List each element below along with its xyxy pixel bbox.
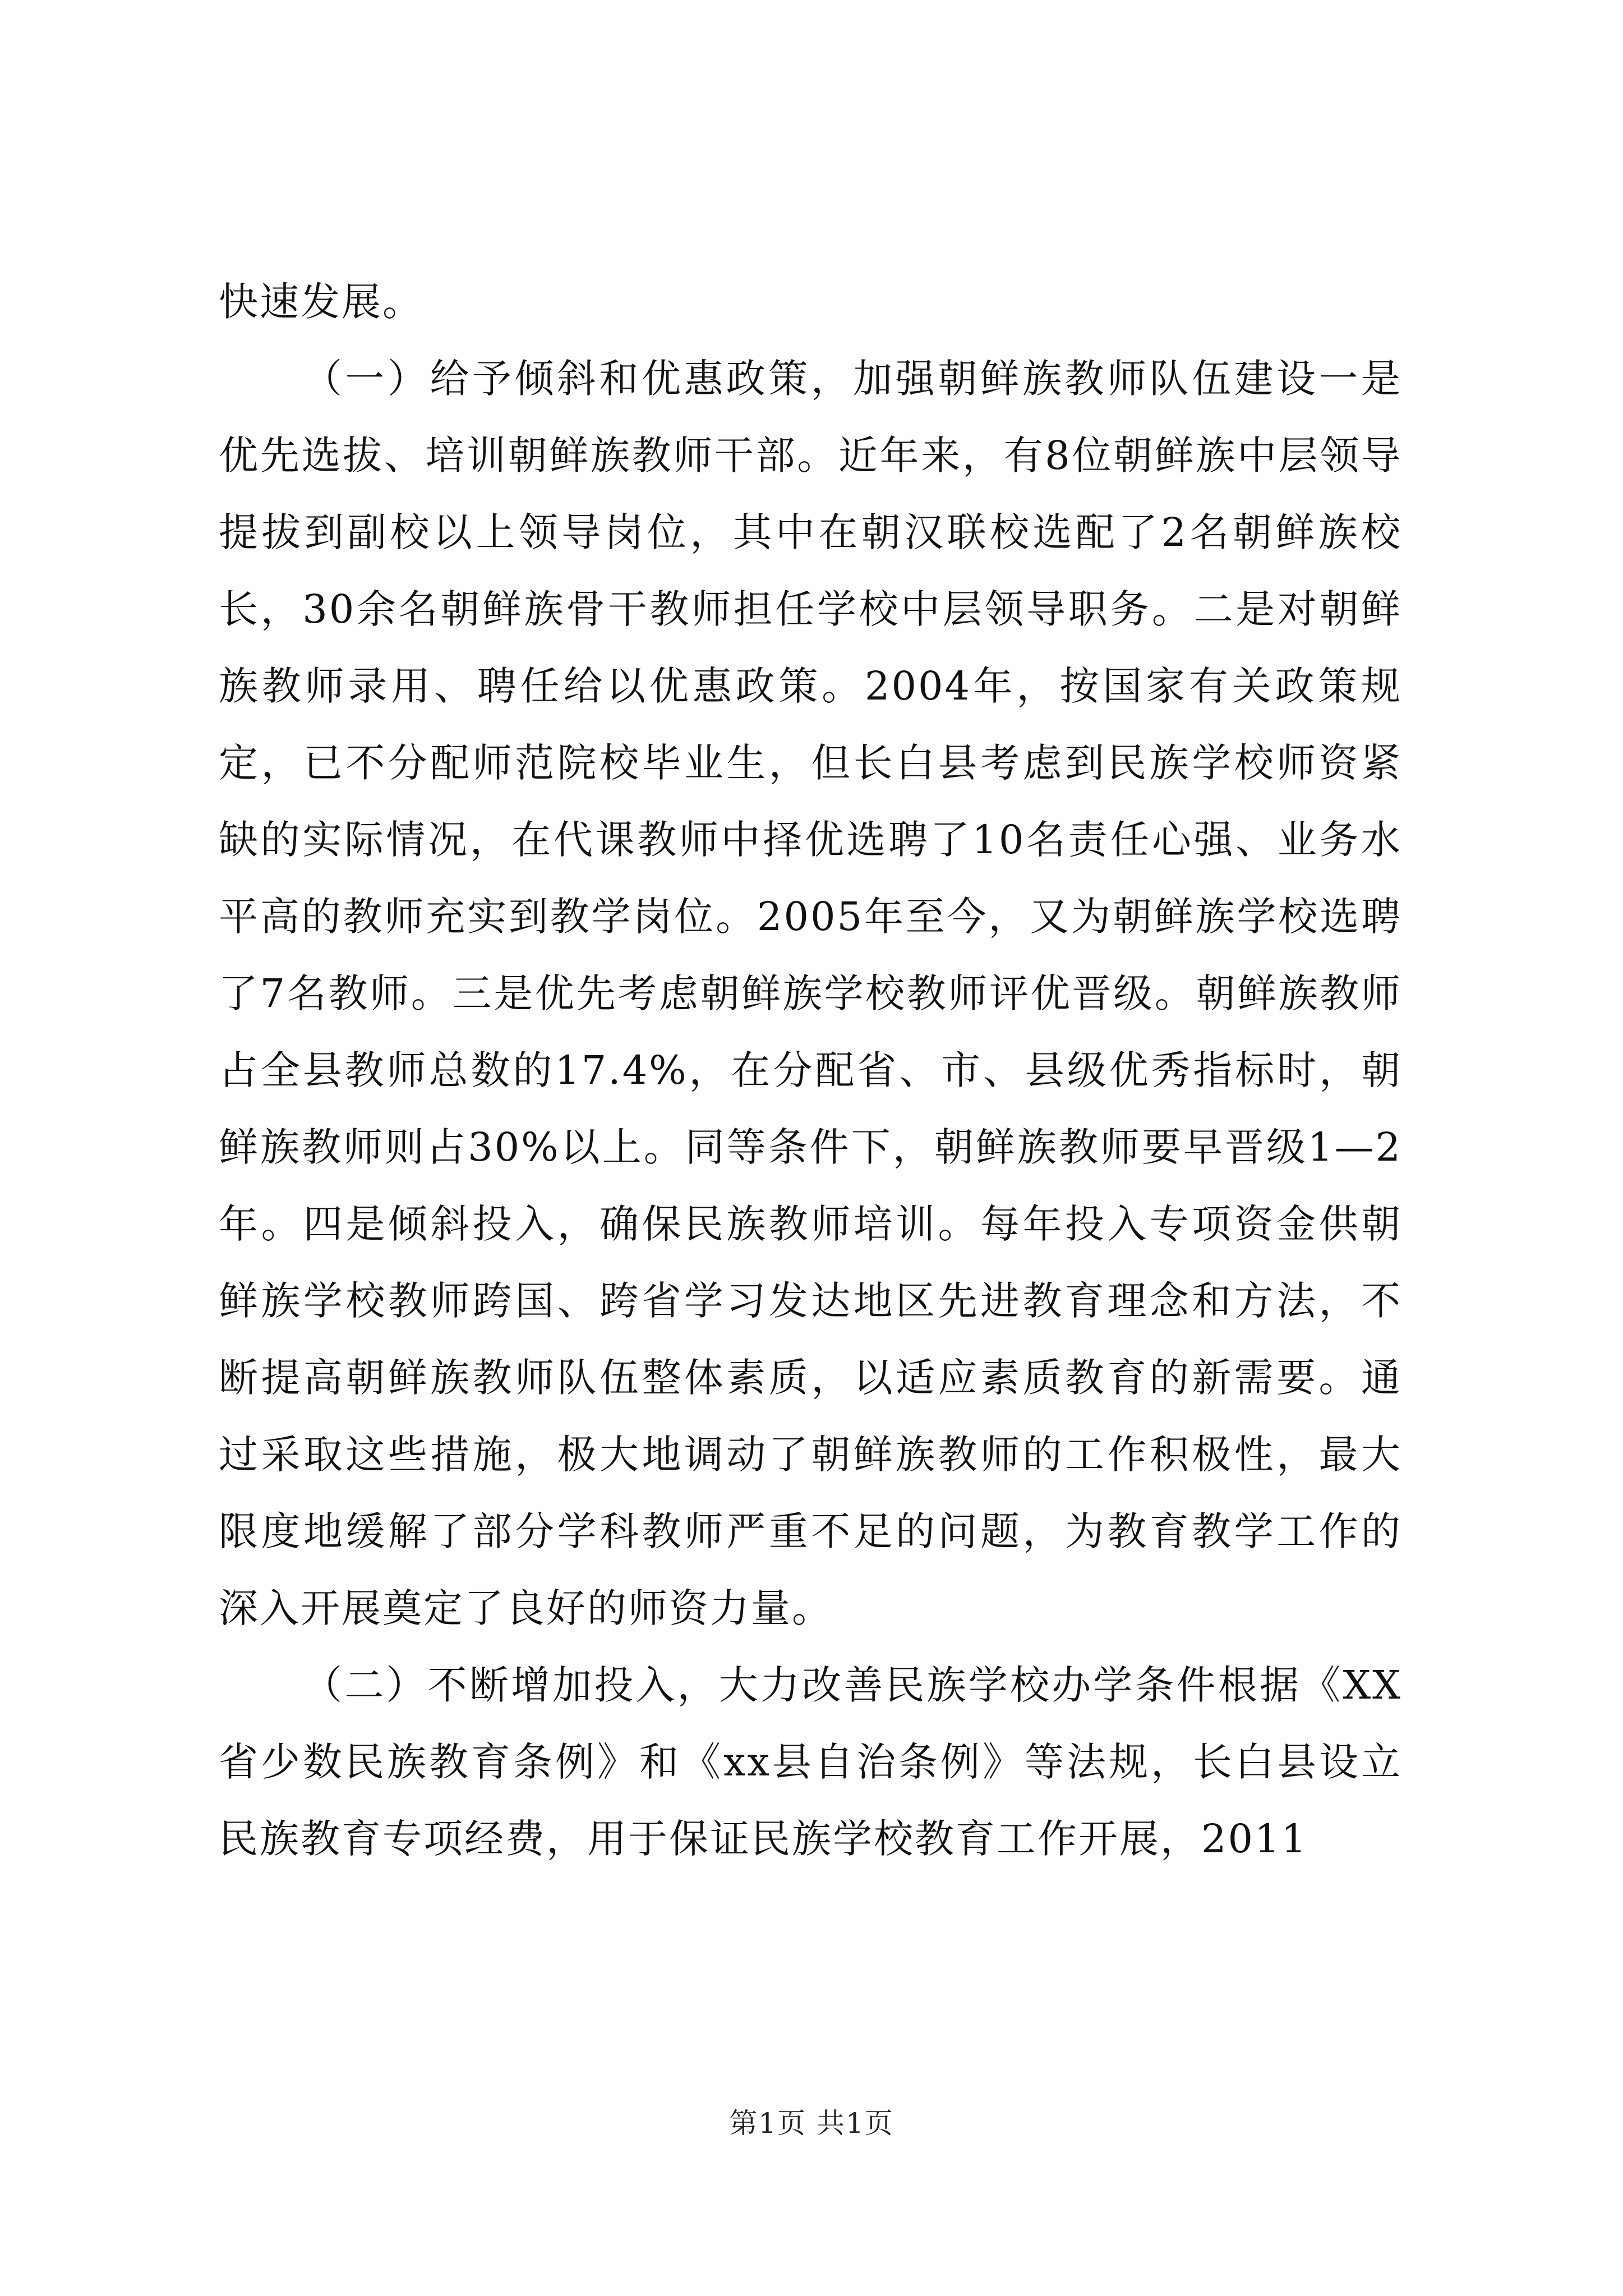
page-footer: 第1页 共1页 xyxy=(729,2107,894,2139)
paragraph-school-investment: （二）不断增加投入，大力改善民族学校办学条件根据《XX省少数民族教育条例》和《xx县自治条例》等法规，长白县设立民族教育专项经费，用于保证民族学校教育工作开展，2011 xyxy=(219,1662,1402,1862)
paragraph-continuation: 快速发展。 xyxy=(219,279,423,325)
paragraph-teacher-policy: （一）给予倾斜和优惠政策，加强朝鲜族教师队伍建设一是优先选拔、培训朝鲜族教师干部。近年来，有8位朝鲜族中层领导提拔到副校以上领导岗位，其中在朝汉联校选配了2名朝鲜族校长，30余名朝鲜族骨干教师担任学校中层领导职务。二是对朝鲜族教师录用、聘任给以优惠政策。2004年，按国家有关政策规定，已不分配师范院校毕业生，但长白县考虑到民族学校师资紧缺的实际情况，在代课教师中择优选聘了10名责任心强、业务水平高的教师充实到教学岗位。2005年至今，又为朝鲜族学校选聘了7名教师。三是优先考虑朝鲜族学校教师评优晋级。朝鲜族教师占全县教师总数的17.4%，在分配省、市、县级优秀指标时，朝鲜族教师则占30%以上。同等条件下，朝鲜族教师要早晋级1—2年。四是倾斜投入，确保民族教师培训。每年投入专项资金供朝鲜族学校教师跨国、跨省学习发达地区先进教育理念和方法，不断提高朝鲜族教师队伍整体素质，以适应素质教育的新需要。通过采取这些措施，极大地调动了朝鲜族教师的工作积极性，最大限度地缓解了部分学科教师严重不足的问题，为教育教学工作的深入开展奠定了良好的师资力量。 xyxy=(219,356,1402,1631)
document-body xyxy=(219,264,1402,1878)
